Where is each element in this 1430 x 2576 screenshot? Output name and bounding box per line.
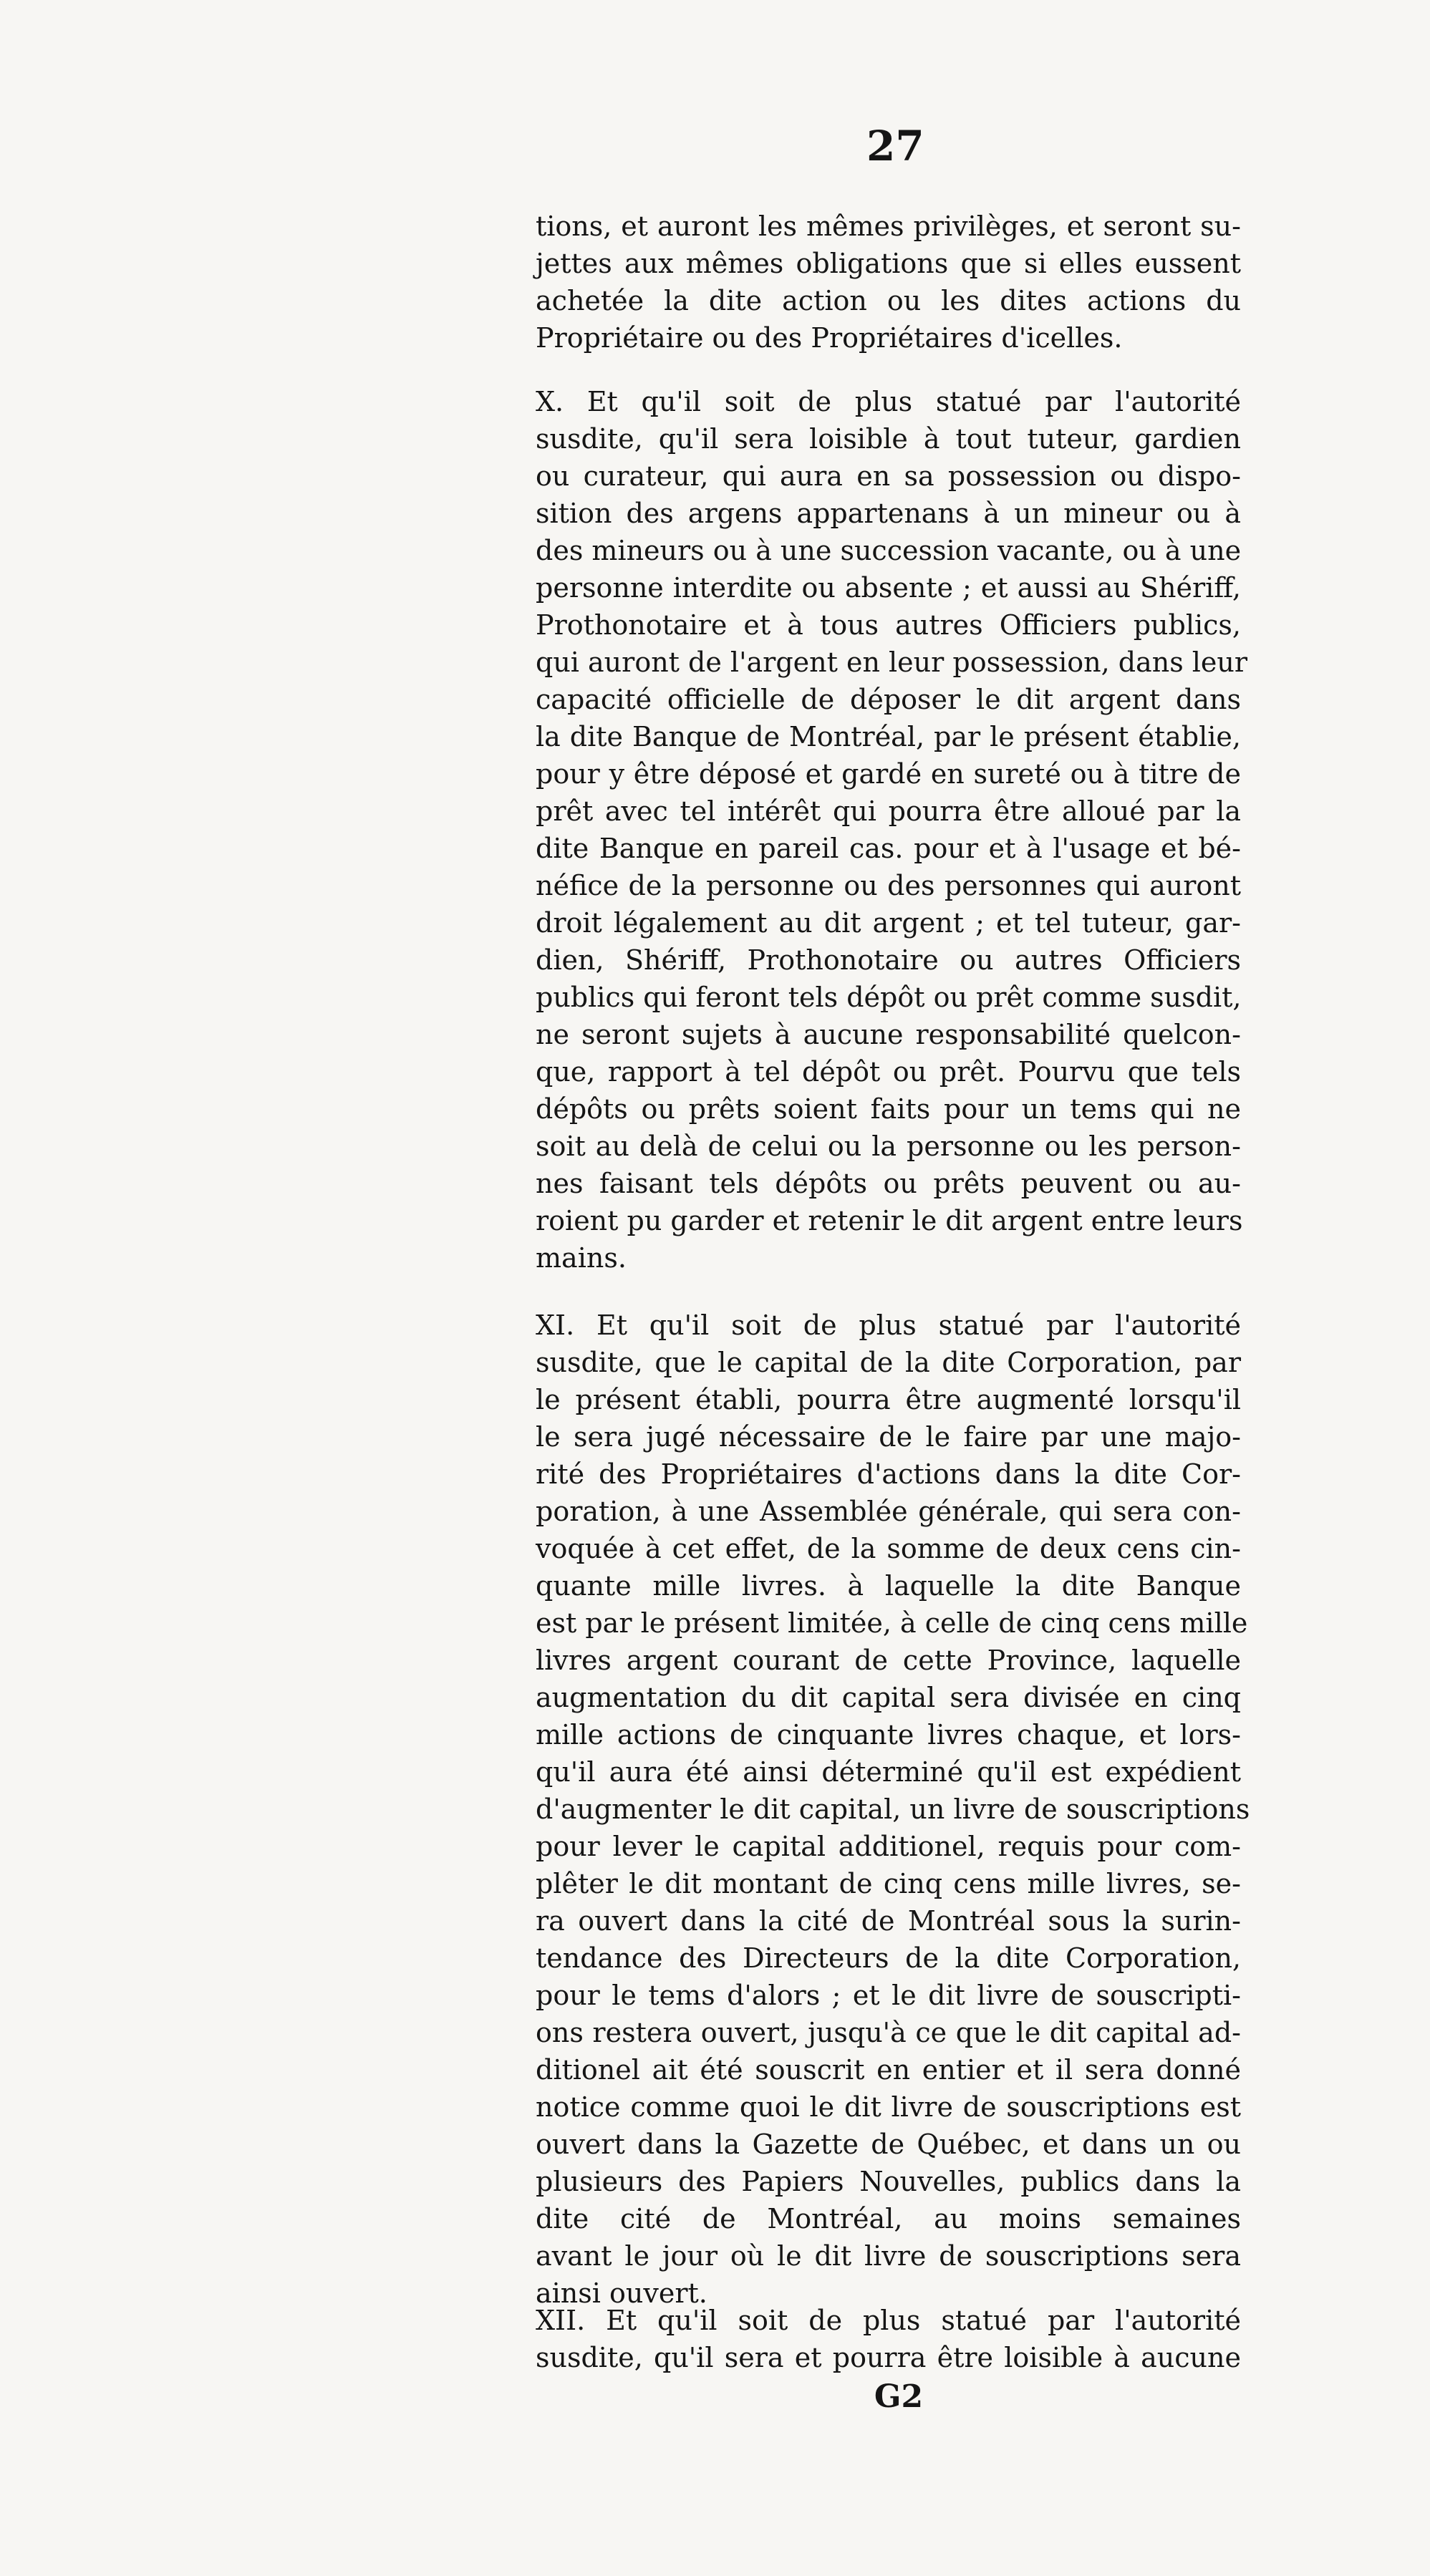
text-line: ou curateur, qui aura en sa possession ou dispo-	[536, 460, 1241, 492]
text-line: capacité officielle de déposer le dit argent dans	[536, 684, 1241, 715]
text-line: rité des Propriétaires d'actions dans la dite Cor-	[536, 1458, 1241, 1490]
text-line: ne seront sujets à aucune responsabilité quelcon-	[536, 1019, 1241, 1050]
section-xi-paragraph	[536, 1307, 1250, 2312]
text-line: mains.	[536, 1242, 627, 1274]
text-line: XI. Et qu'il soit de plus statué par l'autorité	[536, 1309, 1241, 1341]
text-line: poration, à une Assemblée générale, qui sera con-	[536, 1496, 1241, 1527]
text-line: roient pu garder et retenir le dit argent entre leurs	[536, 1205, 1243, 1236]
text-line: quante mille livres. à laquelle la dite Banque	[536, 1570, 1241, 1602]
text-line: avant le jour où le dit livre de souscriptions sera	[536, 2240, 1241, 2272]
text-line: plusieurs des Papiers Nouvelles, publics dans la	[536, 2166, 1241, 2197]
text-line: ons restera ouvert, jusqu'à ce que le dit capital ad-	[536, 2017, 1241, 2048]
text-line: susdite, qu'il sera loisible à tout tuteur, gardien	[536, 423, 1241, 455]
text-line: voquée à cet effet, de la somme de deux cens cin-	[536, 1533, 1241, 1564]
text-line: ra ouvert dans la cité de Montréal sous la surin-	[536, 1905, 1241, 1937]
text-line: qu'il aura été ainsi déterminé qu'il est expédient	[536, 1756, 1241, 1788]
text-line: dite Banque en pareil cas. pour et à l'usage et bé-	[536, 833, 1241, 864]
text-line: nes faisant tels dépôts ou prêts peuvent ou au-	[536, 1168, 1241, 1199]
text-line: plêter le dit montant de cinq cens mille livres, se-	[536, 1868, 1241, 1899]
text-line: d'augmenter le dit capital, un livre de souscriptions	[536, 1793, 1250, 1825]
text-line: le présent établi, pourra être augmenté lorsqu'il	[536, 1384, 1241, 1415]
text-line: ouvert dans la Gazette de Québec, et dans un ou	[536, 2129, 1241, 2160]
text-line: dite cité de Montréal, au moins semaines	[536, 2203, 1241, 2234]
continuation-paragraph	[536, 208, 1241, 357]
text-line: est par le présent limitée, à celle de cinq cens mille	[536, 1607, 1248, 1639]
text-line: livres argent courant de cette Province, laquelle	[536, 1645, 1241, 1676]
section-x-paragraph	[536, 383, 1248, 1277]
text-line: Prothonotaire et à tous autres Officiers publics,	[536, 609, 1241, 641]
text-line: pour lever le capital additionel, requis pour com-	[536, 1831, 1241, 1862]
text-line: dépôts ou prêts soient faits pour un tems qui ne	[536, 1093, 1241, 1125]
text-line: XII. Et qu'il soit de plus statué par l'autorité	[536, 2305, 1241, 2336]
text-line: ditionel ait été souscrit en entier et il sera donné	[536, 2054, 1241, 2086]
text-line: notice comme quoi le dit livre de souscriptions est	[536, 2091, 1241, 2123]
text-line: susdite, qu'il sera et pourra être loisible à aucune	[536, 2342, 1241, 2373]
text-line: que, rapport à tel dépôt ou prêt. Pourvu que tels	[536, 1056, 1241, 1088]
text-line: dien, Shériff, Prothonotaire ou autres Officiers	[536, 944, 1241, 976]
text-line: Propriétaire ou des Propriétaires d'icelles.	[536, 322, 1123, 354]
text-line: ainsi ouvert.	[536, 2277, 707, 2309]
text-line: qui auront de l'argent en leur possession, dans leur	[536, 647, 1248, 678]
text-line: sition des argens appartenans à un mineur ou à	[536, 498, 1241, 529]
text-line: tions, et auront les mêmes privilèges, et seront su-	[536, 210, 1241, 242]
page-number: 27	[866, 122, 924, 170]
text-line: augmentation du dit capital sera divisée en cinq	[536, 1682, 1241, 1713]
text-line: le sera jugé nécessaire de le faire par une majo-	[536, 1421, 1241, 1453]
text-line: droit légalement au dit argent ; et tel tuteur, gar-	[536, 907, 1241, 939]
text-line: pour le tems d'alors ; et le dit livre de souscripti-	[536, 1980, 1241, 2011]
text-line: publics qui feront tels dépôt ou prêt comme susdit,	[536, 982, 1242, 1013]
text-line: mille actions de cinquante livres chaque, et lors-	[536, 1719, 1241, 1751]
text-line: personne interdite ou absente ; et aussi au Shériff,	[536, 572, 1241, 604]
text-line: X. Et qu'il soit de plus statué par l'autorité	[536, 386, 1241, 417]
text-line: prêt avec tel intérêt qui pourra être alloué par la	[536, 795, 1241, 827]
text-line: néfice de la personne ou des personnes qui auront	[536, 870, 1241, 901]
text-line: jettes aux mêmes obligations que si elles eussent	[536, 248, 1241, 279]
text-line: soit au delà de celui ou la personne ou les person-	[536, 1130, 1241, 1162]
text-line: tendance des Directeurs de la dite Corporation,	[536, 1942, 1241, 1974]
text-line: la dite Banque de Montréal, par le présent établie,	[536, 721, 1241, 752]
section-xii-paragraph	[536, 2302, 1241, 2376]
text-line: pour y être déposé et gardé en sureté ou à titre de	[536, 758, 1241, 790]
signature-mark: G2	[874, 2378, 924, 2415]
text-line: achetée la dite action ou les dites actions du	[536, 285, 1241, 316]
text-line: susdite, que le capital de la dite Corporation, par	[536, 1347, 1241, 1378]
text-line: des mineurs ou à une succession vacante, ou à une	[536, 535, 1242, 566]
